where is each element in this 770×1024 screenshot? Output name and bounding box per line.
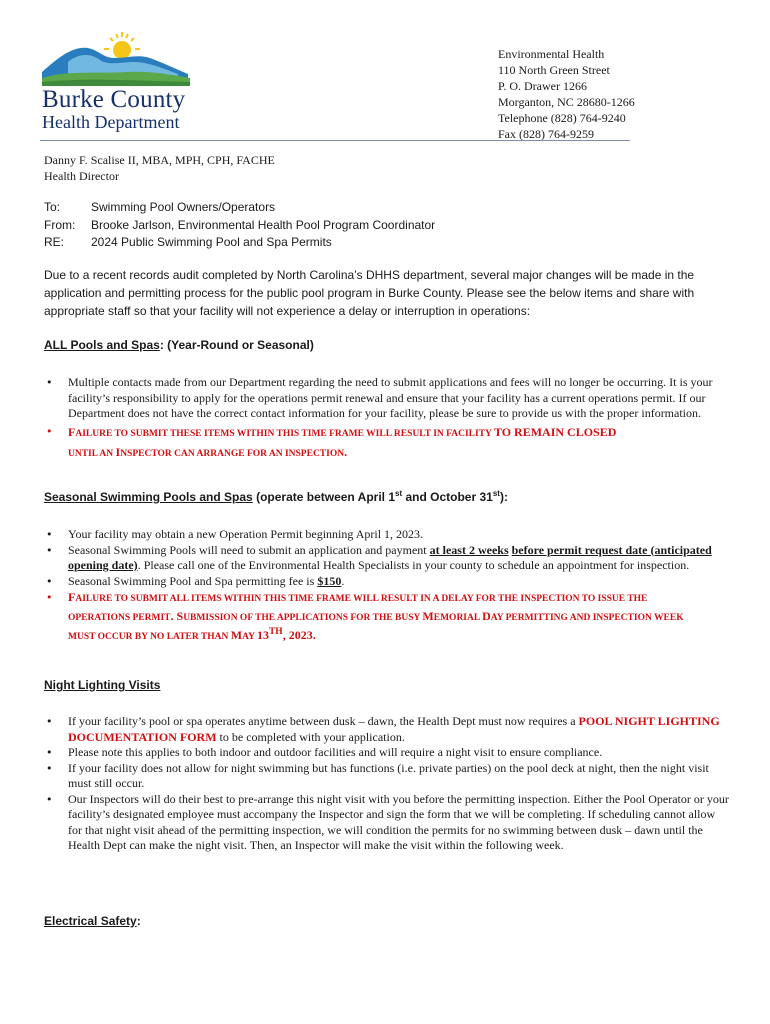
warning-text: UBMISSION OF THE APPLICATIONS FOR THE BUSY [183, 613, 423, 623]
address-line: 110 North Green Street [498, 63, 610, 77]
warning-text: AY PERMITTING AND INSPECTION WEEK MUST OCCUR BY NO LATER THAN [68, 613, 684, 642]
section-heading-underlined: Seasonal Swimming Pools and Spas [44, 490, 253, 504]
warning-text: 13 [256, 628, 269, 642]
intro-paragraph: Due to a recent records audit completed by North Carolina’s DHHS department, several major changes will be made in the application and permitting process for the public pool program in Burke County. Please see the below items and share with appropriate staff so that your facility will not experience a delay or interruption in operations: [44, 268, 695, 318]
emphasis-text: at least 2 weeks [429, 542, 509, 557]
address-block [498, 46, 635, 142]
list-item: • Multiple contacts made from our Department regarding the need to submit applications and fees will no longer be occurring. It is your facility’s responsibility to apply for the operations permit renewal and ensure that your facility has a current operations permit. If our Department does not have the correct contact information for your facility, please be sure to provide us with the proper information. [44, 375, 730, 422]
address-line: P. O. Drawer 1266 [498, 79, 587, 93]
section3-list [44, 714, 730, 854]
address-line: Morganton, NC 28680-1266 [498, 95, 635, 109]
section-heading-rest: : [136, 914, 141, 928]
section-heading-rest: and October 31 [402, 490, 493, 504]
address-line: Fax (828) 764-9259 [498, 127, 594, 141]
warning-text: F [68, 424, 76, 439]
list-item-text: . [341, 573, 345, 588]
ordinal-suffix: st [395, 489, 403, 498]
list-item: • Our Inspectors will do their best to pre-arrange this night visit with you before the permitting inspection. Either the Pool Operator or your facility’s designated employee must accompany the Inspector and sign the form that we will be completing. If scheduling cannot allow for that night visit ahead of the permitting inspection, we will condition the permits for no swimming between dusk – dawn until the Health Dept can make the night visit. Then, an Inspector will make the visit within the following week. [44, 792, 730, 854]
section1-list [44, 375, 730, 463]
emphasis-text: before permit request date (anticipated opening date) [68, 542, 712, 572]
warning-text: EMORIAL [433, 613, 483, 623]
logo-org-department: Health Department [42, 112, 180, 132]
section-heading-rest: ): [499, 490, 508, 504]
memo-re-label: RE: [44, 235, 65, 249]
warning-text: I [115, 444, 121, 459]
fee-amount: $150 [317, 573, 342, 588]
memo-from-label: From: [44, 217, 76, 232]
list-item: • If your facility does not allow for night swimming but has functions (i.e. private parties) on the pool deck at night, then the night visit must still occur. [44, 761, 730, 792]
list-item: • Your facility may obtain a new Operation Permit beginning April 1, 2023. [44, 527, 730, 543]
section-heading-rest: : (Year-Round or Seasonal) [159, 338, 314, 352]
burke-county-logo [38, 28, 198, 132]
section-heading-night-lighting [44, 678, 160, 692]
director-block [44, 152, 275, 184]
list-item [44, 714, 730, 745]
memo-to-row [44, 199, 435, 217]
memo-re-row [44, 234, 435, 252]
logo-org-name: Burke County [42, 86, 186, 113]
mountain-sun-icon [38, 28, 198, 90]
warning-text: . [344, 444, 348, 459]
warning-item [44, 423, 730, 463]
header-divider [40, 140, 630, 141]
section-heading-electrical [44, 914, 141, 928]
memo-re-value: 2024 Public Swimming Pool and Spa Permits [91, 235, 332, 249]
warning-text: . S [170, 609, 184, 623]
memo-to-label: To: [44, 200, 61, 214]
warning-text: M [422, 609, 434, 623]
warning-item [44, 589, 730, 646]
form-name: POOL NIGHT LIGHTING DOCUMENTATION FORM [68, 714, 720, 744]
section2-list [44, 527, 730, 646]
list-item-text: Seasonal Swimming Pools will need to submit an application and payment [68, 542, 430, 557]
ordinal-suffix: st [492, 489, 500, 498]
section-heading-all-pools [44, 338, 314, 352]
warning-text: D [482, 609, 491, 623]
section-heading-rest: (operate between April 1 [252, 490, 395, 504]
list-item-text: Seasonal Swimming Pool and Spa permitting fee is [68, 573, 318, 588]
list-item [44, 574, 730, 590]
list-item [44, 543, 730, 574]
list-item-text: to be completed with your application. [216, 729, 405, 744]
section-heading-seasonal [44, 490, 508, 504]
memo-to-value: Swimming Pool Owners/Operators [91, 200, 276, 214]
director-name: Danny F. Scalise II, MBA, MPH, CPH, FACHE [44, 153, 275, 167]
section-heading-underlined: Electrical Safety [44, 914, 137, 928]
warning-text: NSPECTOR CAN ARRANGE FOR AN INSPECTION [120, 448, 345, 459]
ordinal-suffix: TH [268, 627, 283, 637]
warning-text: UNTIL AN [68, 448, 116, 459]
memo-from-row [44, 217, 435, 235]
warning-text: AY [242, 632, 257, 642]
section-heading-underlined: Night Lighting Visits [44, 678, 161, 692]
director-title: Health Director [44, 169, 119, 183]
memo-from-value: Brooke Jarlson, Environmental Health Pool Program Coordinator [91, 217, 436, 232]
list-item-text: If your facility’s pool or spa operates anytime between dusk – dawn, the Health Dept must now requires a [68, 714, 579, 728]
sun-icon [104, 32, 140, 59]
warning-text: AILURE TO SUBMIT ALL ITEMS WITHIN THIS TIME FRAME WILL RESULT IN A DELAY FOR THE INSPECTION TO ISSUE THE OPERATIONS PERMIT [68, 594, 648, 623]
section-heading-underlined: ALL Pools and Spas [44, 338, 160, 352]
warning-text: , 2023. [282, 628, 316, 642]
address-line: Telephone (828) 764-9240 [498, 111, 626, 125]
warning-text: M [230, 628, 243, 642]
warning-text: F [68, 590, 76, 604]
address-line: Environmental Health [498, 47, 605, 61]
warning-text: AILURE TO SUBMIT THESE ITEMS WITHIN THIS TIME FRAME WILL RESULT IN FACILITY [75, 428, 494, 439]
memo-header [44, 199, 435, 252]
list-item: • Please note this applies to both indoor and outdoor facilities and will require a night visit to ensure compliance. [44, 745, 730, 761]
warning-text: TO REMAIN CLOSED [493, 424, 617, 439]
list-item-text: . Please call one of the Environmental Health Specialists in your county to schedule an appointment for inspection. [137, 558, 690, 572]
